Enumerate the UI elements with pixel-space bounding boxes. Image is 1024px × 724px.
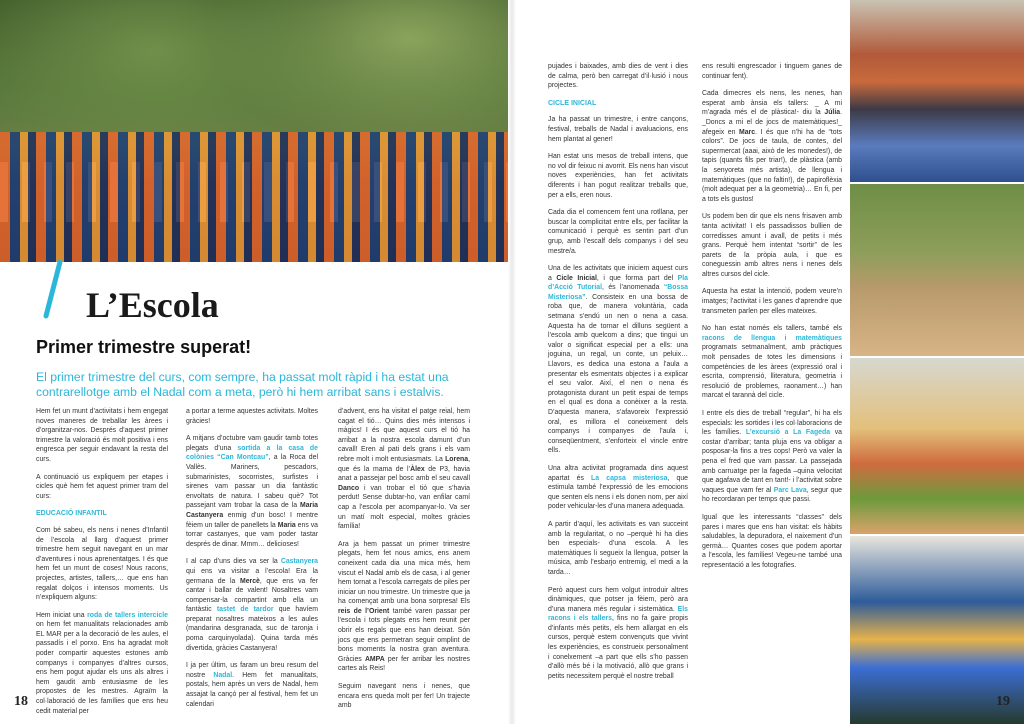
text-column-1 (36, 407, 168, 724)
school-corridor-photo (850, 0, 1024, 182)
paragraph: Aquesta ha estat la intenció, podem veure’n imatges; l’activitat i les ganes d’aprendre que transmeten parlen per elles mateixes. (702, 288, 842, 315)
paragraph: Seguim navegant nens i nenes, que encara ens queda molt per fer! Un trajecte amb (338, 683, 470, 710)
paragraph: Cada dia el comencem fent una rotllana, per buscar la complicitat entre ells, per facilitar la comunicació i perquè es sentin part d’un grup, amb l’escalf dels companys i del seu mestre/a. (548, 209, 688, 255)
paragraph: Han estat uns mesos de treball intens, que no vol dir feixuc ni avorrit. Els nens han viscut noves experiències, han fet activitats diferents i han pogut realitzar treballs que, per a ells, eren nous. (548, 153, 688, 199)
text-column-2 (186, 407, 318, 717)
paragraph: I al cap d’uns dies va ser la Castanyera qui ens va visitar a l’escola! Era la germana de la Mercè, que ens va fer cantar i ballar de valent! Nosaltres vam compensar-la compartint amb ella un fantàstic tastet de tardor que havíem preparat nosaltres mateixos a les aules (mandarina desgranada, suc de taronja i poma carquinyolada). Quina tarda més divertida, gràcies Castanyera! (186, 558, 319, 652)
paragraph: a portar a terme aquestes activitats. Moltes gràcies! (186, 408, 318, 425)
paragraph: I entre els dies de treball “regular”, hi ha els especials: les sortides i les col·laboracions de les famílies. L’excursió a La Fageda va costar d’arribar; tanta pluja ens va obligar a posposar-la fins a tres cops! Però va valer la pena el fred que vam passar. La passejada amb carruatge per la fageda –quina velocitat que agafava de tant en tant!- i l’activitat sobre vaques que vam fer al Parc Lava, segur que ho recordaran per temps que passi. (702, 410, 843, 504)
paragraph: ens resulti engrescador i tinguem ganes de continuar fent). (702, 63, 842, 80)
text-column-5 (702, 62, 842, 579)
classroom-workshop-photo (850, 358, 1024, 534)
paragraph: Hem iniciat una roda de tallers intercicle on hem fet manualitats relacionades amb EL MAR per a la decoració de les aules, el passadís i el porxo. Ens ha agradat molt poder compartir aquestes estones amb companys i companyes d’altres cursos, ens hem pogut ajudar els uns als altres i hem gaudit amb entusiasme de les propostes de les mestres. Agraïm la col·laboració de les famílies que ens heu cedit material per (36, 611, 168, 715)
paragraph: A partir d’aquí, les activitats es van succeint amb la regularitat, o no –perquè hi ha dies ben especials- d’una escola. A les matemàtiques li segueix la llengua, potser la música, amb l’esbarjo entremig, el medi a la tarda… (548, 520, 688, 576)
paragraph: Però aquest curs hem volgut introduir altres dinàmiques, que potser ja fèiem, però ara d’una manera més regular i sistemàtica. Els racons i els tallers, fins no fa gaire propis d’infants més petits, els hem allargat en els cursos, perquè estem convençuts que vivint les experiències, es construeix personalment i conelxement –a part que ells s’ho passen d’allò més bé i la motivació, allò que grans i petits necessitem perquè el nostre treball (548, 586, 689, 680)
page-number-left: 18 (14, 694, 28, 709)
paragraph: Cada dimecres els nens, les nenes, han esperat amb ànsia els tallers: _ A mi m’agrada més el de plàstica!- diu la Júlia. _Doncs a mi el de jocs de matemàtiques!_ afegeix en Marc. I és que n’hi ha de “tots colors”. De jocs de taula, de contes, del supermercat (aaai, això de les monedes!), de tapis (quants fils per triar!), de plàstica (amb la senyoreta més artista), de llengua i matemàtiques (que no faltin!), de papiroflèxia (molt adequat per a la geometria)… En fi, per a tots els gustos! (702, 90, 842, 203)
paragraph: Us podem ben dir que els nens frisaven amb tanta activitat! I els passadissos bullien de corredisses amunt i avall, de petits i més grans. Perquè hem intentat “sortir” de les parets de la pròpia aula, i que es coneguessin amb altres nens i nenes dels altres cursos del cicle. (702, 213, 842, 278)
paragraph: Ara ja hem passat un primer trimestre plegats, hem fet nous amics, ens anem coneixent cada dia una mica més, hem viscut el Nadal amb els de casa, i al gener hem tornat a l’escola carregats de piles per iniciar un nou trimestre. Un trimestre que ja ha començat amb una bona sorpresa! Els reis de l’Orient també varen passar per l’escola i tots plegats ens hem reunit per obrir els regals que ens han deixat. Són jocs que ens permetran seguir omplint de bons moments la nostra gran aventura. Gràcies AMPA per fer arribar les nostres cartes als Reis! (338, 540, 471, 673)
paragraph: Una altra activitat programada dins aquest apartat és La capsa misteriosa, que estimula també l’expressió de les emocions que senten els nens i els donen nom, per així poder vehicular-les d’una manera adequada. (548, 464, 688, 511)
paragraph: Una de les activitats que iniciem aquest curs a Cicle Inicial, i que forma part del Pla d’Acció Tutorial, és l’anomenada “Bossa Misteriosa”. Consisteix en una bossa de roba que, de manera voluntària, cada setmana s’endú un nen o nena a casa. Aquesta ha de tornar el dilluns següent a l’escola amb quelcom a dins; que tingui un valor o significat especial per a ells: una joguina, un regal, un conte, un peluix… Llavors, es dedica una estona a l’aula a presentar els esmentats objectes i a explicar el seu valor. Així, el nen o nena és protagonista durant un petit espai de temps en el qual es dona a conèixer a la resta. D’aquesta manera, s’afavoreix l’expressió oral, es millora el coneixement dels companys i companyes de l’aula i, conseqüentment, s’enforteix el vincle entre ells. (548, 265, 688, 455)
text-column-4 (548, 62, 688, 689)
article-lead: El primer trimestre del curs, com sempre, ha passat molt ràpid i ha estat una contrarellotge amb el Nadal com a meta, però hi hem arribat sans i estalvis. (36, 370, 449, 399)
paragraph: Hem fet un munt d’activitats i hem engegat noves maneres de treballar les àrees i d’organitzar-nos. Després d’aquest primer trimestre la valoració és molt positiva i ens engresca per seguir endavant la resta del curs. (36, 408, 168, 463)
paragraph: pujades i baixades, amb dies de vent i dies de calma, però ben carregat d’il·lusió i nous projectes. (548, 63, 688, 90)
section-heading: EDUCACIÓ INFANTIL (36, 510, 107, 518)
children-uniforms (0, 132, 512, 262)
page-number-right: 19 (996, 694, 1010, 709)
article-subtitle: Primer trimestre superat! (36, 337, 252, 357)
paragraph: A mitjans d’octubre vam gaudir tamb totes plegats d’una sortida a la casa de colònies “Can Montcau”, a la Roca del Vallès. Mariners, pescadors, submarinistes, socorristes, surfistes i sirenes vam passar un dia fantàstic envoltats de natura. I sabeu què? Tot passejant vam trobar la casa de la Maria Castanyera enmig d’un bosc! I mentre fèiem un taller de panellets la Maria ens va torrar castanyes, que vam poder tastar després de dinar. Mmm… delicioses! (186, 435, 319, 548)
paragraph: A continuació us expliquem per etapes i cicles què hem fet aquest primer tram del curs: (36, 473, 168, 500)
paragraph: d’advent, ens ha visitat el patge reial, hem cagat el tió… Quins dies més intensos i màgics! I és que aquest curs el tió ha arribat a la nostra escola damunt d’un cavall! Eren al pati dels grans i els vam rebre molt i molt entusiasmats. La Lorena, que és la mama de l’Àlex de P3, havia anat a passejar pel bosc amb el seu cavall Danco i van trobar el tió que s’havia perdut! Sense dubtar-ho, van enfilar camí cap a l’escola per acompanyar-lo. Va ser un matí molt especial, moltes gràcies família! (338, 408, 470, 531)
section-heading: CICLE INICIAL (548, 99, 597, 107)
paragraph: I ja per últim, us faram un breu resum del nostre Nadal. Hem fet manualitats, postals, hem après un vers de Nadal, hem assajat la cançó per al festival, hem fet un calendari (186, 662, 318, 708)
paragraph: Ja ha passat un trimestre, i entre cançons, festival, treballs de Nadal i avaluacions, ens hem plantat al gener! (548, 116, 688, 143)
section-slash-icon (36, 258, 70, 320)
class-group-photo (0, 0, 512, 262)
paragraph: Com bé sabeu, els nens i nenes d’Infantil de l’escola al llarg d’aquest primer trimestre hem seguit navegant en un mar d’aventures i nous aprenentatges. I és que hem fet un munt de coses! Nous racons, projectes, artistes, tallers,… que ens han regalat dolços i intensos moments. Us n’expliquem alguns: (36, 526, 168, 602)
page-gutter (508, 0, 516, 724)
paragraph: Igual que les interessants “classes” dels pares i mares que ens han visitat: els hàbits saludables, la depuradora, el naixement d’un germà… Quantes coses que podem aportar a l’escola, les famílies! Vegeu-ne també una representació a les fotografies. (702, 513, 842, 569)
paragraph: No han estat només els tallers, també els racons de llengua i matemàtiques programats setmanalment, amb pràctiques molt pensades de totes les dimensions i competències de les àrees (expressió oral i escrita, comprensió, lliteratura, geometria i resolució de problemes, raonament…) han marcat el tarannà del cicle. (702, 325, 842, 400)
playground-photo (850, 184, 1024, 356)
section-title: L’Escola (86, 285, 219, 325)
text-column-3 (338, 407, 470, 719)
